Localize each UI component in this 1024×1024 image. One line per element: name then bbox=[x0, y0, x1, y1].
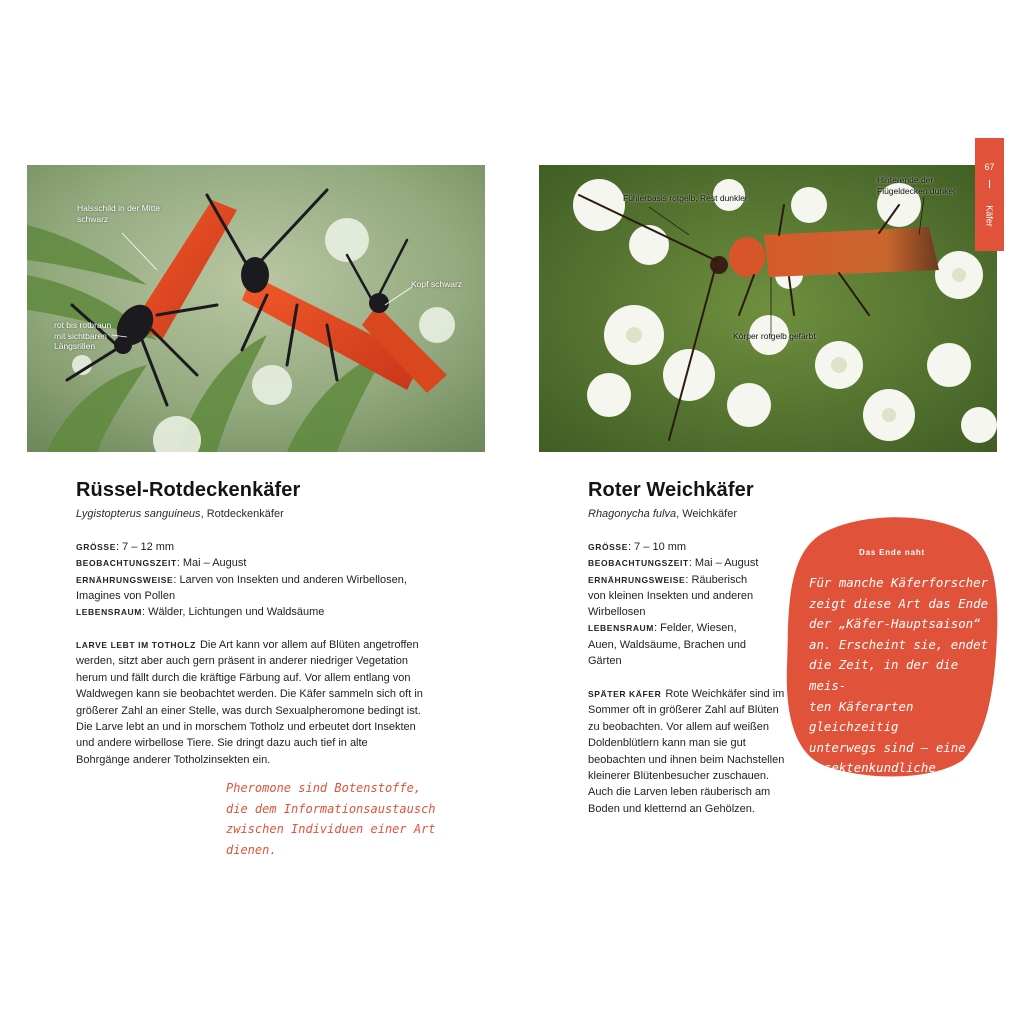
fact-key: GRÖSSE bbox=[588, 542, 628, 552]
section-tab bbox=[975, 138, 1004, 251]
fact-row: GRÖSSE: 7 – 12 mm bbox=[76, 541, 175, 553]
annotation-fuehler: Fühlerbasis rotgelb, Rest dunkler bbox=[623, 193, 748, 203]
fact-value: Mai – August bbox=[182, 557, 247, 570]
subtitle-left: Lygistopterus sanguineus, Rotdeckenkäfer bbox=[76, 508, 284, 520]
annotation-fluegel: rot bis rotbraun mit sichtbaren Längsrillen bbox=[54, 320, 112, 351]
callout-line: ten Käferarten gleichzeitig bbox=[809, 698, 914, 735]
callout-line: an. Erscheint sie, endet bbox=[809, 636, 989, 652]
section-lead-right: SPÄTER KÄFER bbox=[588, 689, 662, 699]
callout-line: insektenkundliche Weisheit! bbox=[809, 760, 936, 796]
fact-key: BEOBACHTUNGSZEIT bbox=[76, 558, 177, 569]
section-text-left: Die Art kann vor allem auf Blüten angetroffen werden, sitzt aber auch gern präsent in anderer niedriger Vegetation herum und fällt durch die kräftige Färbung auf. Vor allem entlang von Waldwegen kann sie beobachtet werden. Die Käfer sammeln sich oft in größerer Zahl an einer Stelle, was durch Sexualpheromone bedingt ist. Die Larve lebt an und in morschem Totholz und erbeutet dort Insekten und andere wirbellose Tiere. Sie dringt dazu auch tief in alte Bohrgänge anderer Totholzinsekten ein. bbox=[76, 639, 423, 766]
body-text-right bbox=[588, 686, 788, 817]
body-text-left bbox=[76, 637, 423, 768]
fact-row: BEOBACHTUNGSZEIT: Mai – August bbox=[76, 557, 247, 570]
note-line: Pheromone sind Botenstoffe, bbox=[226, 781, 422, 795]
section-name: Käfer bbox=[984, 205, 995, 227]
fact-key: BEOBACHTUNGSZEIT bbox=[588, 558, 689, 569]
fact-value: 7 – 12 mm bbox=[122, 541, 175, 553]
fact-key: GRÖSSE bbox=[76, 542, 116, 552]
fact-key: ERNÄHRUNGSWEISE bbox=[76, 574, 174, 585]
common-name-left: Rotdeckenkäfer bbox=[206, 508, 284, 520]
callout-blob bbox=[783, 515, 1001, 796]
annotation-koerper: Körper rotgelb gefärbt bbox=[733, 331, 816, 341]
handwritten-note-left bbox=[226, 778, 476, 860]
fact-key: LEBENSRAUM bbox=[588, 623, 654, 634]
fact-value: Mai – August bbox=[694, 557, 759, 570]
flower-beetle-illustration bbox=[539, 165, 997, 452]
callout-line: Für manche Käferforscher bbox=[809, 575, 989, 590]
common-name-right: Weichkäfer bbox=[682, 508, 738, 520]
photo-right-beetle bbox=[539, 165, 997, 452]
fact-value: Räuberisch von kleinen Insekten und anderen Wirbellosen bbox=[588, 573, 754, 619]
fact-row: ERNÄHRUNGSWEISE: Räuberisch von kleinen Insekten und anderen Wirbellosen bbox=[588, 573, 754, 619]
latin-name-right: Rhagonycha fulva bbox=[588, 508, 677, 520]
callout-line: zeigt diese Art das Ende bbox=[809, 595, 989, 611]
facts-right bbox=[588, 539, 763, 669]
callout-line: die Zeit, in der die meis- bbox=[809, 657, 959, 693]
callout-line: unterwegs sind – eine bbox=[809, 739, 966, 755]
annotation-kopf: Kopf schwarz bbox=[411, 279, 463, 289]
latin-name-left: Lygistopterus sanguineus bbox=[76, 508, 201, 520]
note-line: die dem Informationsaustausch bbox=[226, 801, 436, 816]
callout-text bbox=[809, 573, 999, 800]
photo-left-beetles bbox=[27, 165, 485, 452]
subtitle-right: Rhagonycha fulva, Weichkäfer bbox=[588, 508, 738, 520]
fact-row: ERNÄHRUNGSWEISE: Larven von Insekten und anderen Wirbellosen, Imagines von Pollen bbox=[76, 573, 407, 602]
fact-value: 7 – 10 mm bbox=[634, 541, 687, 553]
page-number: 67 bbox=[984, 162, 995, 172]
fact-key: ERNÄHRUNGSWEISE bbox=[588, 574, 686, 585]
fact-value: Wälder, Lichtungen und Waldsäume bbox=[148, 606, 325, 619]
fact-row: GRÖSSE: 7 – 10 mm bbox=[588, 541, 687, 553]
annotation-hinterende: Hinterende der Flügeldecken dunkel bbox=[877, 175, 955, 196]
fact-row: LEBENSRAUM: Felder, Wiesen, Auen, Waldsäume, Brachen und Gärten bbox=[588, 622, 746, 668]
fact-key: LEBENSRAUM bbox=[76, 607, 142, 618]
section-lead-left: LARVE LEBT IM TOTHOLZ bbox=[76, 640, 196, 650]
fact-row: BEOBACHTUNGSZEIT: Mai – August bbox=[588, 557, 759, 570]
page-title-right: Roter Weichkäfer bbox=[588, 479, 754, 501]
callout-label: Das Ende naht bbox=[859, 548, 925, 557]
fact-value: Felder, Wiesen, Auen, Waldsäume, Brachen und Gärten bbox=[588, 622, 746, 668]
tab-divider bbox=[989, 180, 990, 188]
facts-left bbox=[76, 539, 421, 620]
fact-value: Larven von Insekten und anderen Wirbellosen, Imagines von Pollen bbox=[76, 573, 407, 602]
fact-row: LEBENSRAUM: Wälder, Lichtungen und Waldsäume bbox=[76, 606, 325, 619]
section-text-right: Rote Weichkäfer sind im Sommer oft in größerer Zahl auf Blüten zu beobachten. Vor allem auf weißen Doldenblütlern kann man sie gut beobachten und ihnen beim Nachstellen kleinerer Blütenbesucher zuschauen. Auch die Larven leben räuberisch am Boden und kletternd an Gehölzen. bbox=[588, 688, 785, 815]
callout-line: der „Käfer-Hauptsaison“ bbox=[809, 616, 981, 632]
annotation-halsschild: Halsschild in der Mitte schwarz bbox=[77, 203, 161, 224]
note-line: zwischen Individuen einer Art dienen. bbox=[226, 822, 436, 857]
page-title-left: Rüssel-Rotdeckenkäfer bbox=[76, 479, 301, 501]
